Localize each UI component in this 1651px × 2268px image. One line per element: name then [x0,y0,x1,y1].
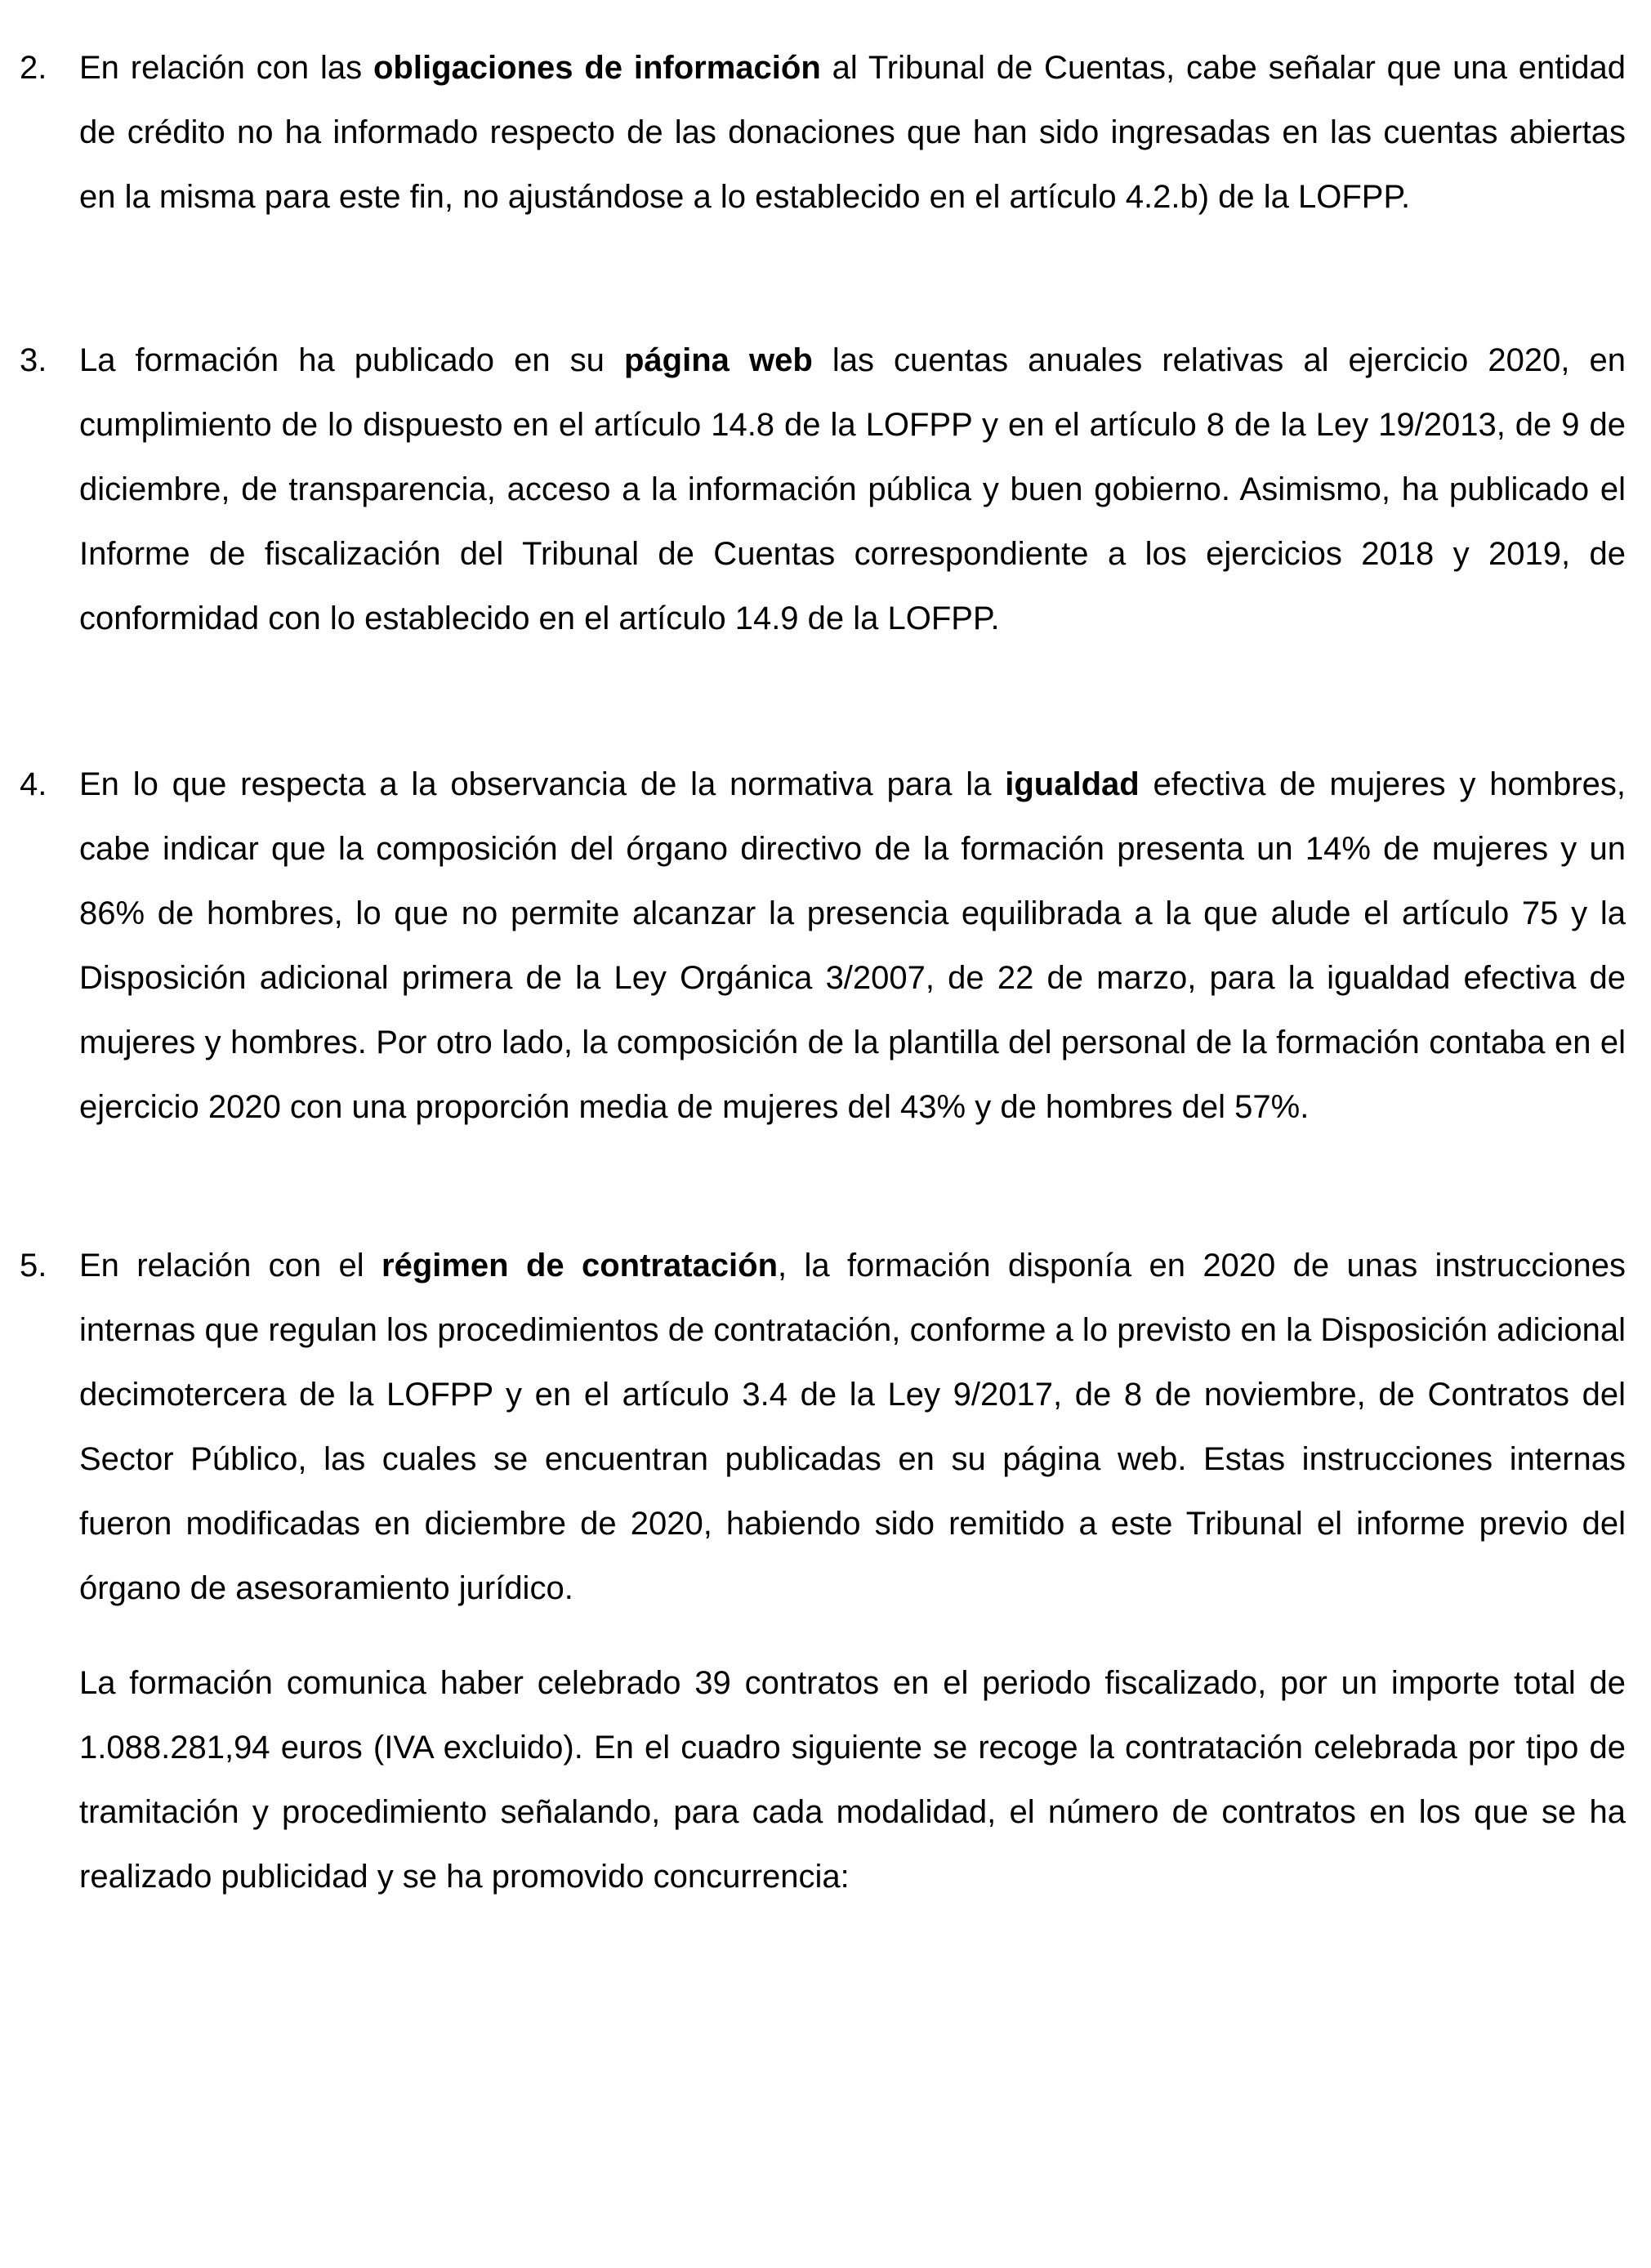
bold-text: igualdad [1005,766,1140,802]
text: , la formación disponía en 2020 de unas instrucciones internas que regulan los procedimientos de contratación, conforme a lo previsto en la Disposición adicional decimotercera de la LOFPP y en el artículo 3.4 de la Ley 9/2017, de 8 de noviembre, de Contratos del Sector Público, las cuales se encuentran publicadas en su página web. Estas instrucciones internas fueron modificadas en diciembre de 2020, habiendo sido remitido a este Tribunal el informe previo del órgano de asesoramiento jurídico. [79,1248,1626,1606]
bold-text: obligaciones de información [373,50,821,86]
closing-paragraph: La formación comunica haber celebrado 39 contratos en el periodo fiscalizado, por un importe total de 1.088.281,94 euros (IVA excluido). En el cuadro siguiente se recoge la contratación celebrada por tipo de tramitación y procedimiento señalando, para cada modalidad, el número de contratos en los que se ha realizado publicidad y se ha promovido concurrencia: [79,1665,1626,1895]
text: La formación ha publicado en su [79,342,624,378]
paragraph-5 [20,1234,1626,1621]
text: efectiva de mujeres y hombres, cabe indicar que la composición del órgano directivo de la formación presenta un 14% de mujeres y un 86% de hombres, lo que no permite alcanzar la presencia equilibrada a la que alude el artículo 75 y la Disposición adicional primera de la Ley Orgánica 3/2007, de 22 de marzo, para la igualdad efectiva de mujeres y hombres. Por otro lado, la composición de la plantilla del personal de la formación contaba en el ejercicio 2020 con una proporción media de mujeres del 43% y de hombres del 57%. [79,766,1626,1125]
bold-text: régimen de contratación [382,1248,779,1284]
paragraph-2 [20,36,1626,230]
paragraph-number: 3. [20,342,47,378]
text: las cuentas anuales relativas al ejercicio 2020, en cumplimiento de lo dispuesto en el artículo 14.8 de la LOFPP y en el artículo 8 de la Ley 19/2013, de 9 de diciembre, de transparencia, acceso a la información pública y buen gobierno. Asimismo, ha publicado el Informe de fiscalización del Tribunal de Cuentas correspondiente a los ejercicios 2018 y 2019, de conformidad con lo establecido en el artículo 14.9 de la LOFPP. [79,342,1626,636]
text: En relación con las [79,50,373,86]
paragraph-number: 2. [20,50,47,86]
paragraph-3 [20,328,1626,651]
text: al Tribunal de Cuentas, cabe señalar que una entidad de crédito no ha informado respecto de las donaciones que han sido ingresadas en las cuentas abiertas en la misma para este fin, no ajustándose a lo establecido en el artículo 4.2.b) de la LOFPP. [79,50,1626,215]
text: En relación con el [79,1248,382,1284]
paragraph-number: 5. [20,1248,47,1284]
paragraph-4 [20,752,1626,1140]
paragraph-number: 4. [20,766,47,802]
text: En lo que respecta a la observancia de la normativa para la [79,766,1006,802]
bold-text: página web [623,342,813,378]
